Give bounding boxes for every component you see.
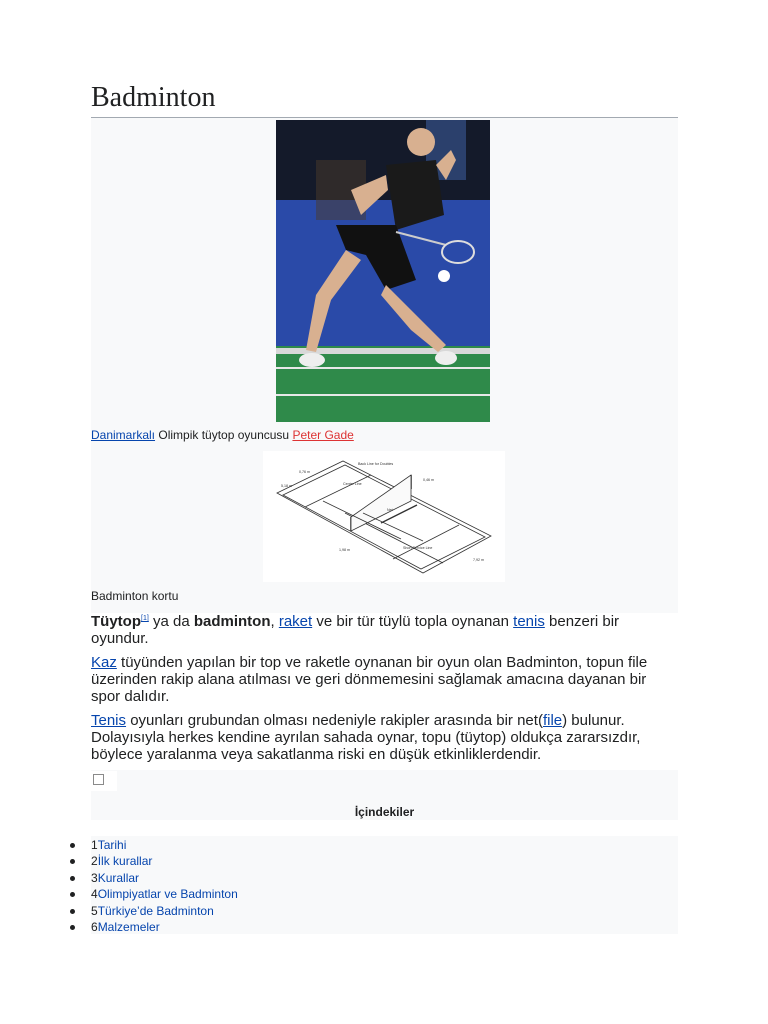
diagram-label-i: 0,46 m xyxy=(423,478,434,482)
link-file[interactable]: file xyxy=(542,712,563,729)
link-danimarkali[interactable]: Danimarkalı xyxy=(91,428,156,442)
shuttlecock xyxy=(438,270,450,282)
diagram-caption: Badminton kortu xyxy=(91,589,179,603)
link-tenis-2[interactable]: Tenis xyxy=(91,712,127,729)
court-diagram[interactable] xyxy=(263,451,505,582)
intro-paragraph-2: Kaz tüyünden yapılan bir top ve raketle oynanan bir oyun olan Badminton, topun file üzerinden rakip alana atılması ve geri dönmemesini sağlamak amacına dayanan bir spor dalıdır. xyxy=(91,654,648,705)
diagram-label-f: 1,98 m xyxy=(339,548,350,552)
toc-item: 1Tarihi xyxy=(91,837,238,853)
toc-checkbox-icon[interactable] xyxy=(93,774,104,785)
diagram-label-a: 5,18 m xyxy=(281,484,292,488)
toc-item: 6Malzemeler xyxy=(91,919,238,935)
player-head xyxy=(407,128,435,156)
toc-item: 3Kurallar xyxy=(91,870,238,886)
page-title: Badminton xyxy=(91,80,678,118)
toc-link-malzemeler[interactable]: Malzemeler xyxy=(97,919,160,934)
court-outline xyxy=(277,461,491,573)
toc-item: 5Türkiye’de Badminton xyxy=(91,903,238,919)
bullet-icon xyxy=(70,892,75,897)
diagram-label-e: Short Service Line xyxy=(403,546,433,550)
toc-item: 4Olimpiyatlar ve Badminton xyxy=(91,886,238,902)
toc-title: İçindekiler xyxy=(354,805,415,819)
diagram-label-g: 7,92 m xyxy=(473,558,484,562)
photo-caption: Danimarkalı Olimpik tüytop oyuncusu Peter Gade xyxy=(91,428,354,442)
diagram-label-h: Net xyxy=(387,508,393,512)
link-peter-gade[interactable]: Peter Gade xyxy=(292,428,354,442)
toc-link-ilk-kurallar[interactable]: İlk kurallar xyxy=(97,854,153,869)
reference-1[interactable]: [1] xyxy=(141,615,149,622)
diagram-label-d: Back Line for Doubles xyxy=(358,462,394,466)
link-tenis[interactable]: tenis xyxy=(513,613,545,630)
bullet-icon xyxy=(70,843,75,848)
bullet-icon xyxy=(70,859,75,864)
toc-item: 2İlk kurallar xyxy=(91,853,238,869)
diagram-label-c: Center Line xyxy=(343,482,362,486)
toc-link-turkiye[interactable]: Türkiye’de Badminton xyxy=(97,903,214,918)
link-kaz[interactable]: Kaz xyxy=(91,654,117,671)
bullet-icon xyxy=(70,925,75,930)
toc-link-tarihi[interactable]: Tarihi xyxy=(97,838,127,852)
link-raket[interactable]: raket xyxy=(278,613,313,630)
toc-link-olimpiyatlar[interactable]: Olimpiyatlar ve Badminton xyxy=(97,887,238,902)
bullet-icon xyxy=(70,876,75,881)
diagram-label-b: 0,76 m xyxy=(299,470,310,474)
bullet-icon xyxy=(70,909,75,914)
toc-link-kurallar[interactable]: Kurallar xyxy=(97,870,140,885)
player-photo[interactable] xyxy=(276,120,490,422)
intro-paragraph-3: Tenis oyunları grubundan olması nedeniyle rakipler arasında bir net(file) bulunur. Dolayısıyla herkes kendine ayrılan sahada oynar, topu (tüytop) oldukça zararsızdır, böylece yaralanma veya sakatlanma riski en düşük etkinliklerdendir. xyxy=(91,712,641,763)
toc-list xyxy=(91,837,238,935)
intro-paragraph-1: Tüytop[1] ya da badminton, raket ve bir tür tüylü topla oynanan tenis benzeri bir oyundur. xyxy=(91,613,620,647)
